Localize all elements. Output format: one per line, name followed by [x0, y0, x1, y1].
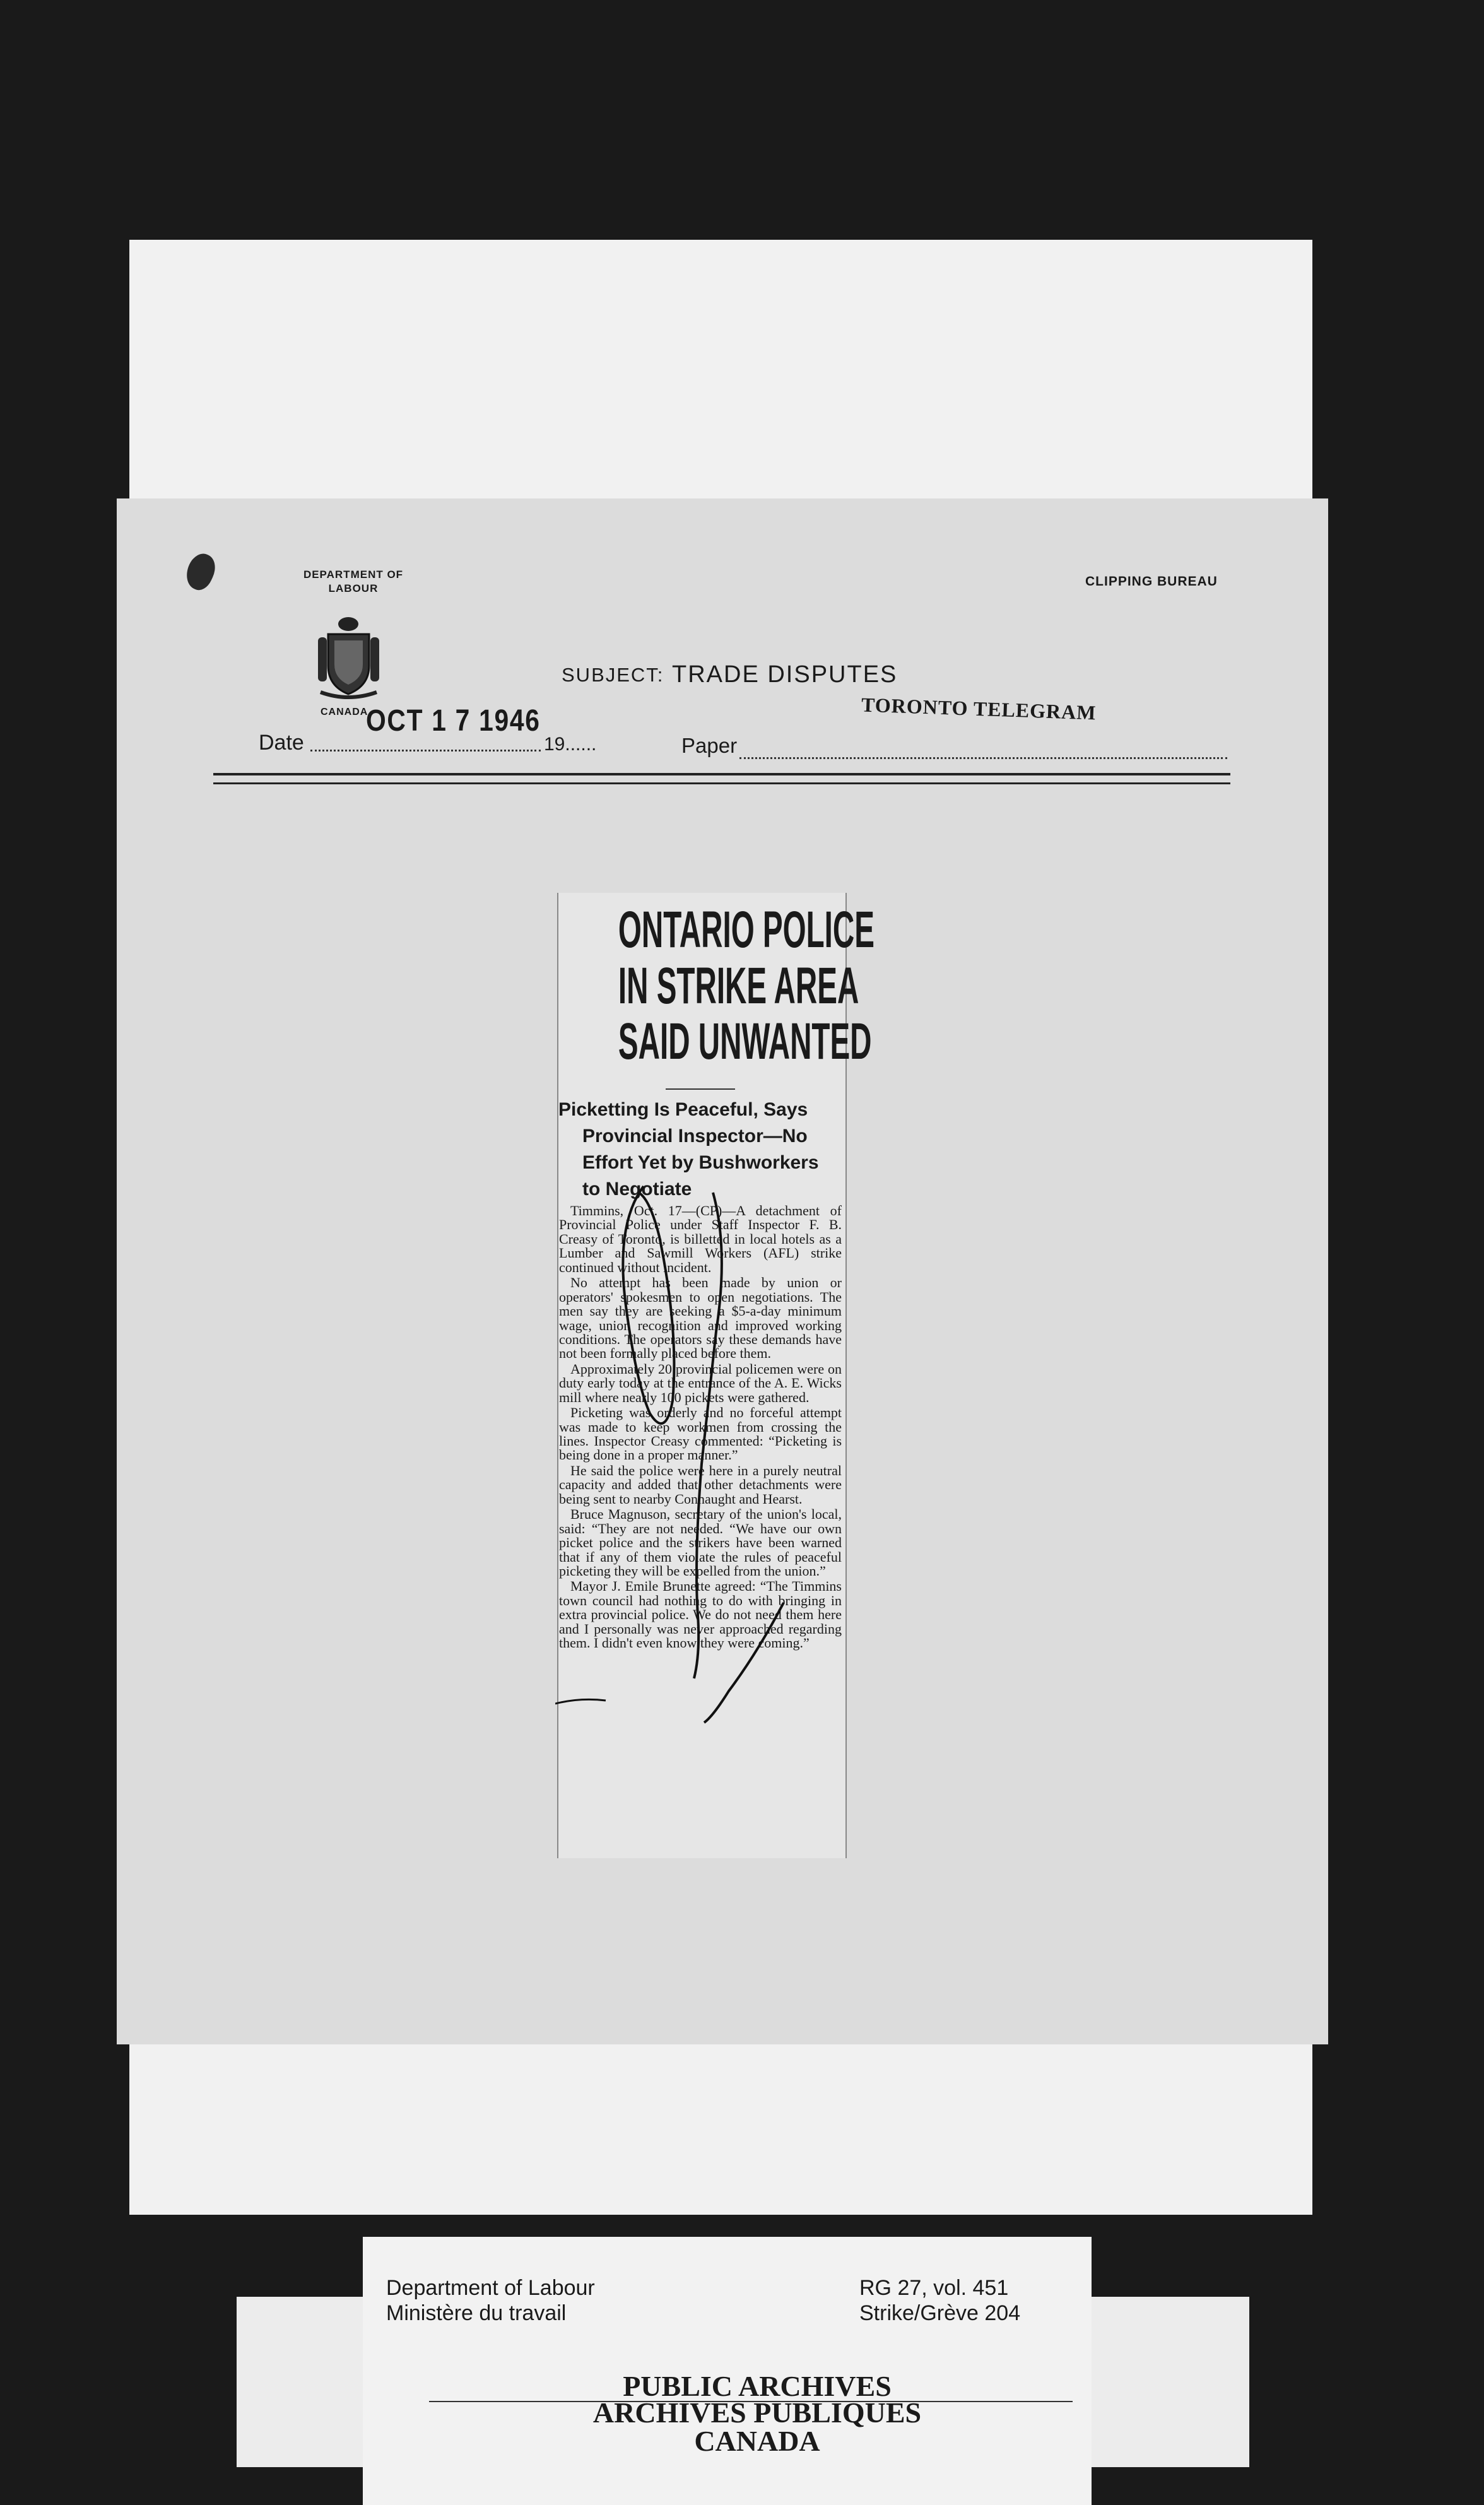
paper-dotted-line: [739, 757, 1227, 759]
article-paragraph: Mayor J. Emile Brunette agreed: “The Timmins town council had nothing to do with bringing in extra provincial police. We do not need them here and I personally was never approached regarding them. I didn't even know they were coming.”: [559, 1578, 842, 1651]
subheadline-line: Picketting Is Peaceful, Says: [558, 1099, 808, 1120]
subheadline-line: Effort Yet by Bushworkers: [582, 1152, 819, 1173]
headline-rule: [666, 1088, 735, 1090]
country-label: CANADA: [321, 707, 368, 717]
handwritten-mark-icon: [555, 1174, 852, 1742]
article-paragraph: Bruce Magnuson, secretary of the union's local, said: “They are not needed. “We have our own picket police and the strikers have been warned that if any of them violate the rules of peaceful picketing they will be expelled from the union.”: [559, 1506, 842, 1579]
subject-value: TRADE DISPUTES: [672, 661, 898, 688]
label-strike-number: Strike/Grève 204: [859, 2301, 1021, 2325]
divider-rule: [213, 782, 1230, 784]
date-stamp: OCT 1 7 1946: [366, 704, 541, 738]
headline: [558, 901, 874, 1071]
department-line-1: DEPARTMENT OF: [303, 569, 404, 581]
divider-rule: [213, 773, 1230, 775]
article-paragraph: Timmins, Oct. 17—(CP)—A detachment of Provincial Police under Staff Inspector F. B. Creasy of Toronto, is billetted in local hotels as a Lumber and Sawmill Workers (AFL) strike continued without incident.: [559, 1203, 842, 1275]
headline-line: ONTARIO POLICE: [618, 901, 874, 958]
archives-name-fr: ARCHIVES PUBLIQUES: [592, 2396, 922, 2429]
article-paragraph: Picketing was orderly and no forceful attempt was made to keep workmen from crossing the lines. Inspector Creasy commented: “Picketing is being done in a proper manner.”: [559, 1405, 842, 1463]
label-reference: RG 27, vol. 451: [859, 2276, 1009, 2300]
archives-country: CANADA: [694, 2425, 820, 2457]
article-paragraph: Approximately 20 provincial policemen were on duty early today at the entrance of the A. E. Wicks mill where nearly 100 pickets were gathered.: [559, 1360, 842, 1405]
article-paragraph: He said the police were here in a purely neutral capacity and added that other detachments were being sent to nearby Connaught and Hearst.: [559, 1462, 842, 1507]
year-label: 19......: [544, 734, 597, 755]
label-dept-en: Department of Labour: [386, 2276, 595, 2300]
headline-line: IN STRIKE AREA: [618, 957, 859, 1015]
date-dotted-line: [310, 750, 541, 752]
date-label: Date: [259, 731, 304, 755]
subject-label: SUBJECT:: [562, 664, 664, 686]
headline-line: SAID UNWANTED: [618, 1013, 872, 1071]
label-dept-fr: Ministère du travail: [386, 2301, 567, 2325]
coat-of-arms-icon: [315, 615, 382, 700]
department-line-2: LABOUR: [328, 582, 379, 595]
department-heading: [297, 568, 410, 596]
subheadline-line: Provincial Inspector—No: [582, 1126, 808, 1146]
bureau-label: CLIPPING BUREAU: [1085, 574, 1218, 589]
subheadline-line: to Negotiate: [582, 1179, 692, 1199]
paper-label: Paper: [681, 734, 738, 757]
archives-name-en: PUBLIC ARCHIVES: [623, 2370, 892, 2402]
paper-stamp: TORONTO TELEGRAM: [861, 693, 1097, 724]
article-paragraph: No attempt has been made by union or operators' spokesmen to open negotiations. The men say they are seeking a $5-a-day minimum wage, union recognition and improved working conditions. The operators say these demands have not been formally placed before them.: [559, 1275, 842, 1362]
